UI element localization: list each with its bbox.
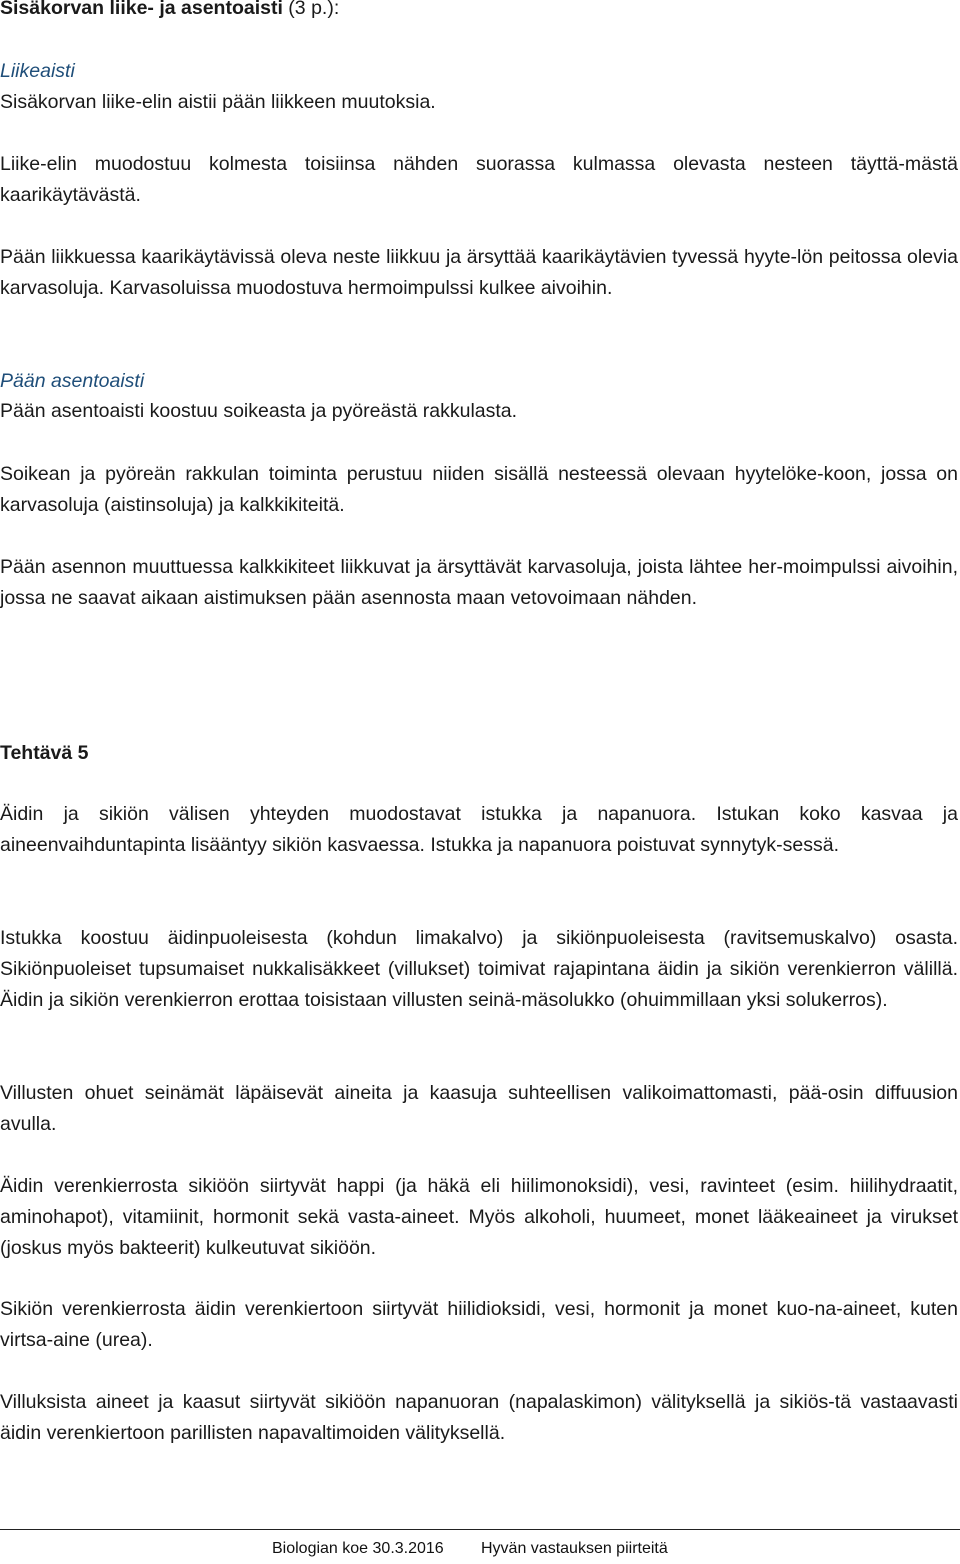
task-5-paragraph-5: Sikiön verenkierrosta äidin verenkiertoon siirtyvät hiilidioksidi, vesi, hormonit ja monet kuo-na-aineet, kuten virtsa-aine (urea).	[0, 1298, 958, 1351]
position-sense-paragraph-2: Soikean ja pyöreän rakkulan toiminta perustuu niiden sisällä nesteessä olevaan hyytelöke-koon, jossa on karvasoluja (aistinsoluja) ja kalkkikiteitä.	[0, 463, 958, 516]
task-5-paragraph-6: Villuksista aineet ja kaasut siirtyvät sikiöön napanuoran (napalaskimon) välityksellä ja sikiös-tä vastaavasti äidin verenkiertoon parillisten napavaltimoiden välityksellä.	[0, 1391, 958, 1444]
section-title-points: (3 p.):	[282, 0, 340, 19]
task-5-paragraph-1: Äidin ja sikiön välisen yhteyden muodostavat istukka ja napanuora. Istukan koko kasvaa ja aineenvaihduntapinta lisääntyy sikiön kasvaessa. Istukka ja napanuora poistuvat synnytyk-sessä.	[0, 803, 958, 856]
motion-sense-heading: Liikeaisti	[0, 60, 75, 82]
position-sense-paragraph-1: Pään asentoaisti koostuu soikeasta ja pyöreästä rakkulasta.	[0, 400, 518, 422]
position-sense-paragraph-3: Pään asennon muuttuessa kalkkikiteet liikkuvat ja ärsyttävät karvasoluja, joista lähtee her-moimpulssi aivoihin, jossa ne saavat aikaan aistimuksen pään asennosta maan vetovoimaan nähden.	[0, 556, 958, 609]
motion-sense-paragraph-2: Liike-elin muodostuu kolmesta toisiinsa nähden suorassa kulmassa olevasta nesteen täyttä-mästä kaarikäytävästä.	[0, 153, 958, 206]
task-5-paragraph-3: Villusten ohuet seinämät läpäisevät aineita ja kaasuja suhteellisen valikoimattomasti, pää-osin diffuusion avulla.	[0, 1082, 958, 1135]
footer-divider	[0, 1529, 960, 1530]
task-5-heading: Tehtävä 5	[0, 742, 89, 764]
section-title-text: Sisäkorvan liike- ja asentoaisti	[0, 0, 283, 19]
footer-exam-label: Biologian koe 30.3.2016	[272, 1540, 444, 1557]
position-sense-heading: Pään asentoaisti	[0, 370, 145, 392]
section-title	[0, 0, 958, 24]
motion-sense-paragraph-1: Sisäkorvan liike-elin aistii pään liikkeen muutoksia.	[0, 91, 436, 113]
motion-sense-paragraph-3: Pään liikkuessa kaarikäytävissä oleva neste liikkuu ja ärsyttää kaarikäytävien tyvessä hyyte-lön peitossa olevia karvasoluja. Karvasoluissa muodostuva hermoimpulssi kulkee aivoihin.	[0, 246, 958, 299]
task-5-paragraph-4: Äidin verenkierrosta sikiöön siirtyvät happi (ja häkä eli hiilimonoksidi), vesi, ravinteet (esim. hiilihydraatit, aminohapot), vitamiinit, hormonit sekä vasta-aineet. Myös alkoholi, huumeet, monet lääkeaineet ja virukset (joskus myös bakteerit) kulkeutuvat sikiöön.	[0, 1175, 958, 1259]
task-5-paragraph-2: Istukka koostuu äidinpuoleisesta (kohdun limakalvo) ja sikiönpuoleisesta (ravitsemuskalvo) osasta. Sikiönpuoleiset tupsumaiset nukkalisäkkeet (villukset) toimivat rajapintana äidin ja sikiön verenkierron välillä. Äidin ja sikiön verenkierron erottaa toisistaan villusten seinä-mäsolukko (ohuimmillaan yksi solukerros).	[0, 927, 958, 1011]
footer-answer-label: Hyvän vastauksen piirteitä	[481, 1540, 668, 1557]
